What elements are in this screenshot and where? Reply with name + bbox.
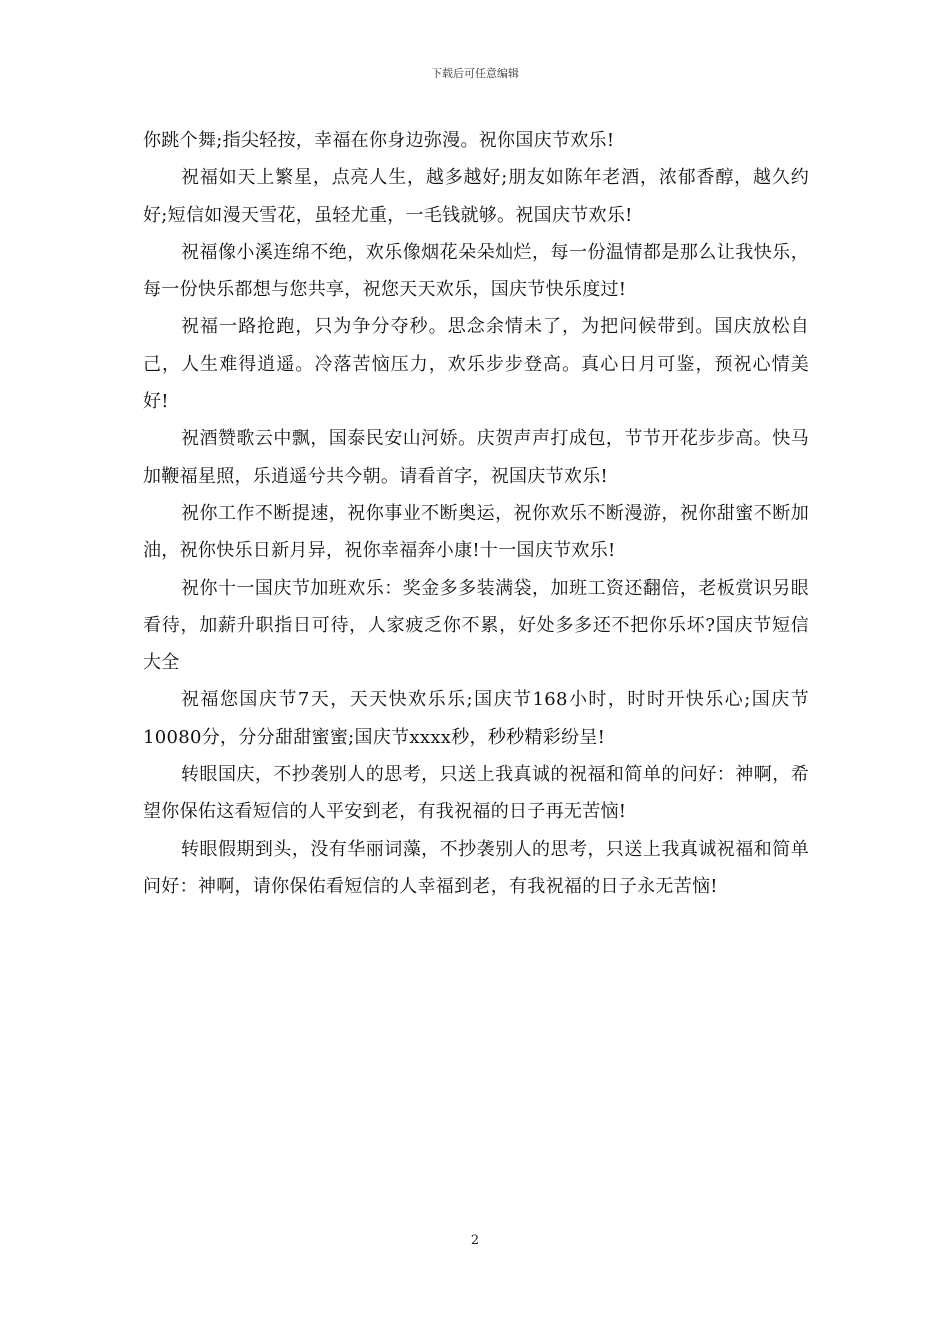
page-header: 下载后可任意编辑 [431, 67, 519, 80]
page-number: 2 [470, 1233, 480, 1248]
paragraph: 祝福您国庆节7天，天天快欢乐乐;国庆节168小时，时时开快乐心;国庆节10080分，分分甜甜蜜蜜;国庆节xxxx秒，秒秒精彩纷呈! [143, 689, 809, 748]
paragraph: 祝你十一国庆节加班欢乐：奖金多多装满袋，加班工资还翻倍，老板赏识另眼看待，加薪升职指日可待，人家疲乏你不累，好处多多还不把你乐坏?国庆节短信大全 [143, 577, 809, 674]
paragraph: 转眼假期到头，没有华丽词藻，不抄袭别人的思考，只送上我真诚祝福和简单问好：神啊，请你保佑看短信的人幸福到老，有我祝福的日子永无苦恼! [143, 838, 809, 897]
paragraph: 祝你工作不断提速，祝你事业不断奥运，祝你欢乐不断漫游，祝你甜蜜不断加油，祝你快乐日新月异，祝你幸福奔小康!十一国庆节欢乐! [143, 502, 809, 562]
paragraph-continuation: 你跳个舞;指尖轻按，幸福在你身边弥漫。祝你国庆节欢乐! [143, 130, 615, 151]
paragraph: 转眼国庆，不抄袭别人的思考，只送上我真诚的祝福和简单的问好：神啊，希望你保佑这看短信的人平安到老，有我祝福的日子再无苦恼! [143, 764, 809, 823]
document-body [143, 122, 809, 905]
paragraph: 祝酒赞歌云中飘，国泰民安山河娇。庆贺声声打成包，节节开花步步高。快马加鞭福星照，乐逍遥兮共今朝。请看首字，祝国庆节欢乐! [143, 428, 809, 487]
paragraph: 祝福一路抢跑，只为争分夺秒。思念余情未了，为把问候带到。国庆放松自己，人生难得逍遥。冷落苦恼压力，欢乐步步登高。真心日月可鉴，预祝心情美好! [143, 316, 809, 413]
paragraph: 祝福如天上繁星，点亮人生，越多越好;朋友如陈年老酒，浓郁香醇，越久约好;短信如漫天雪花，虽轻尤重，一毛钱就够。祝国庆节欢乐! [143, 167, 809, 226]
paragraph: 祝福像小溪连绵不绝，欢乐像烟花朵朵灿烂，每一份温情都是那么让我快乐，每一份快乐都想与您共享，祝您天天欢乐，国庆节快乐度过! [143, 241, 809, 301]
